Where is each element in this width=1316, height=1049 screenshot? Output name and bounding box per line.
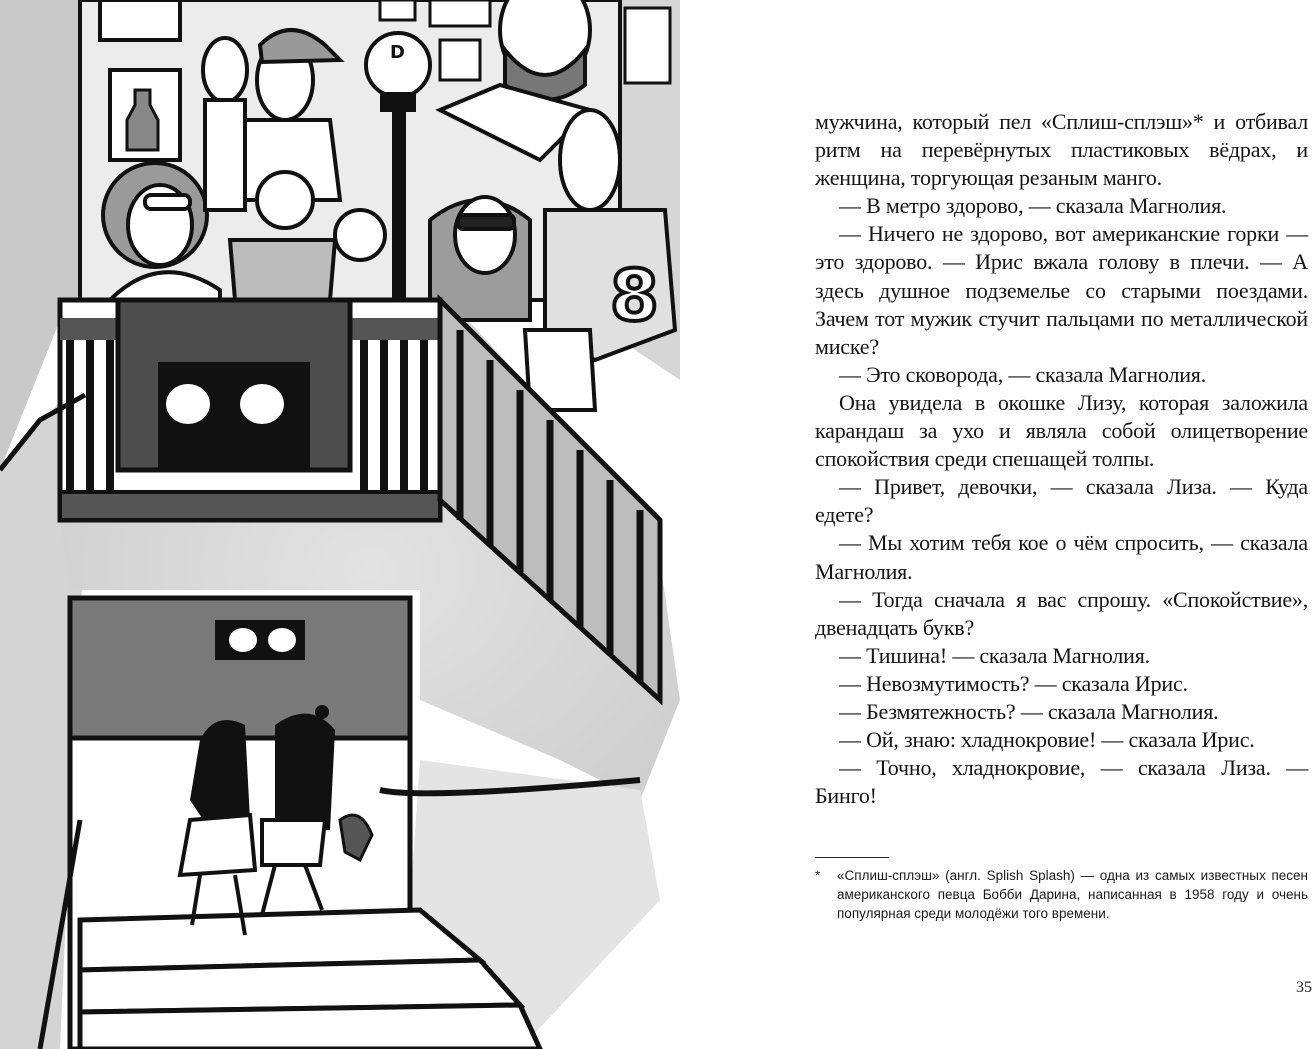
paragraph-5: Она увидела в окошке Лизу, которая заложила карандаш за ухо и являла собой олицетворение спокойствия среди спешащей толпы. bbox=[815, 389, 1308, 472]
footnote bbox=[815, 866, 1308, 923]
earring-woman-face bbox=[203, 38, 247, 102]
paragraph-6: — Привет, девочки, — сказала Лиза. — Куда едете? bbox=[815, 474, 1308, 528]
lower-light-right bbox=[268, 628, 296, 652]
girl-right-hair bbox=[275, 714, 335, 830]
paragraph-13: — Точно, хладнокровие, — сказала Лиза. — Бинго! bbox=[815, 755, 1308, 809]
poster-right bbox=[625, 8, 670, 83]
globe-light-right bbox=[240, 384, 284, 424]
sunglasses-woman-face bbox=[455, 197, 515, 273]
lower-light-left bbox=[229, 628, 257, 652]
bald-man-face bbox=[335, 210, 385, 260]
globe-light-left bbox=[166, 384, 210, 424]
jersey-number: 8 bbox=[610, 255, 659, 337]
poster-small-1 bbox=[430, 0, 490, 26]
jersey-man-face bbox=[560, 110, 620, 210]
earring-woman-body bbox=[205, 100, 245, 210]
lower-sign bbox=[70, 598, 410, 738]
page-number: 35 bbox=[1296, 979, 1312, 996]
lamp-collar bbox=[380, 92, 416, 112]
footnote-divider bbox=[815, 857, 889, 858]
glasses-icon bbox=[145, 195, 190, 209]
girl-left-dress bbox=[180, 815, 255, 875]
girl-right-dress bbox=[262, 820, 325, 865]
poster-top-left bbox=[100, 0, 180, 40]
canopy-base bbox=[60, 492, 440, 520]
footnote-marker: * bbox=[815, 868, 821, 883]
paragraph-2: — В метро здорово, — сказала Магнолия. bbox=[839, 193, 1227, 219]
paragraph-9: — Тишина! — сказала Магнолия. bbox=[839, 642, 1150, 668]
paragraph-7: — Мы хотим тебя кое о чём спросить, — сказала Магнолия. bbox=[815, 530, 1308, 584]
paragraph-8: — Тогда сначала я вас спрошу. «Спокойствие», двенадцать букв? bbox=[815, 586, 1308, 640]
poster-small-3 bbox=[380, 0, 415, 20]
paragraph-12: — Ой, знаю: хладнокровие! — сказала Ирис. bbox=[839, 727, 1255, 753]
paragraph-3: — Ничего не здорово, вот американские горки — это здорово. — Ирис вжала голову в плечи. — А здесь душное подземелье со старыми поездами. Зачем тот мужик стучит пальцами по металлической миске? bbox=[815, 221, 1308, 359]
lamp-letter: D bbox=[390, 42, 405, 63]
paragraph-1: мужчина, который пел «Сплиш-сплэш»* и отбивал ритм на перевёрнутых пластиковых вёдрах, и женщина, торгующая резаным манго. bbox=[815, 109, 1308, 191]
paragraph-10: — Невозмутимость? — сказала Ирис. bbox=[839, 670, 1188, 696]
child-body bbox=[230, 240, 335, 300]
child-face bbox=[257, 172, 313, 228]
paragraph-11: — Безмятежность? — сказала Магнолия. bbox=[839, 698, 1219, 724]
lamp-pole bbox=[392, 110, 406, 300]
poster-small-2 bbox=[440, 40, 480, 80]
paragraph-4: — Это сковорода, — сказала Магнолия. bbox=[839, 361, 1207, 387]
footnote-text: «Сплиш-сплэш» (англ. Splish Splash) — одна из самых известных песен американского певца Бобби Дарина, написанная в 1958 году и очень популярная среди молодёжи того времени. bbox=[837, 868, 1308, 921]
hair-bun bbox=[315, 705, 329, 719]
story-text bbox=[815, 108, 1308, 810]
sunglasses-icon bbox=[458, 215, 514, 229]
